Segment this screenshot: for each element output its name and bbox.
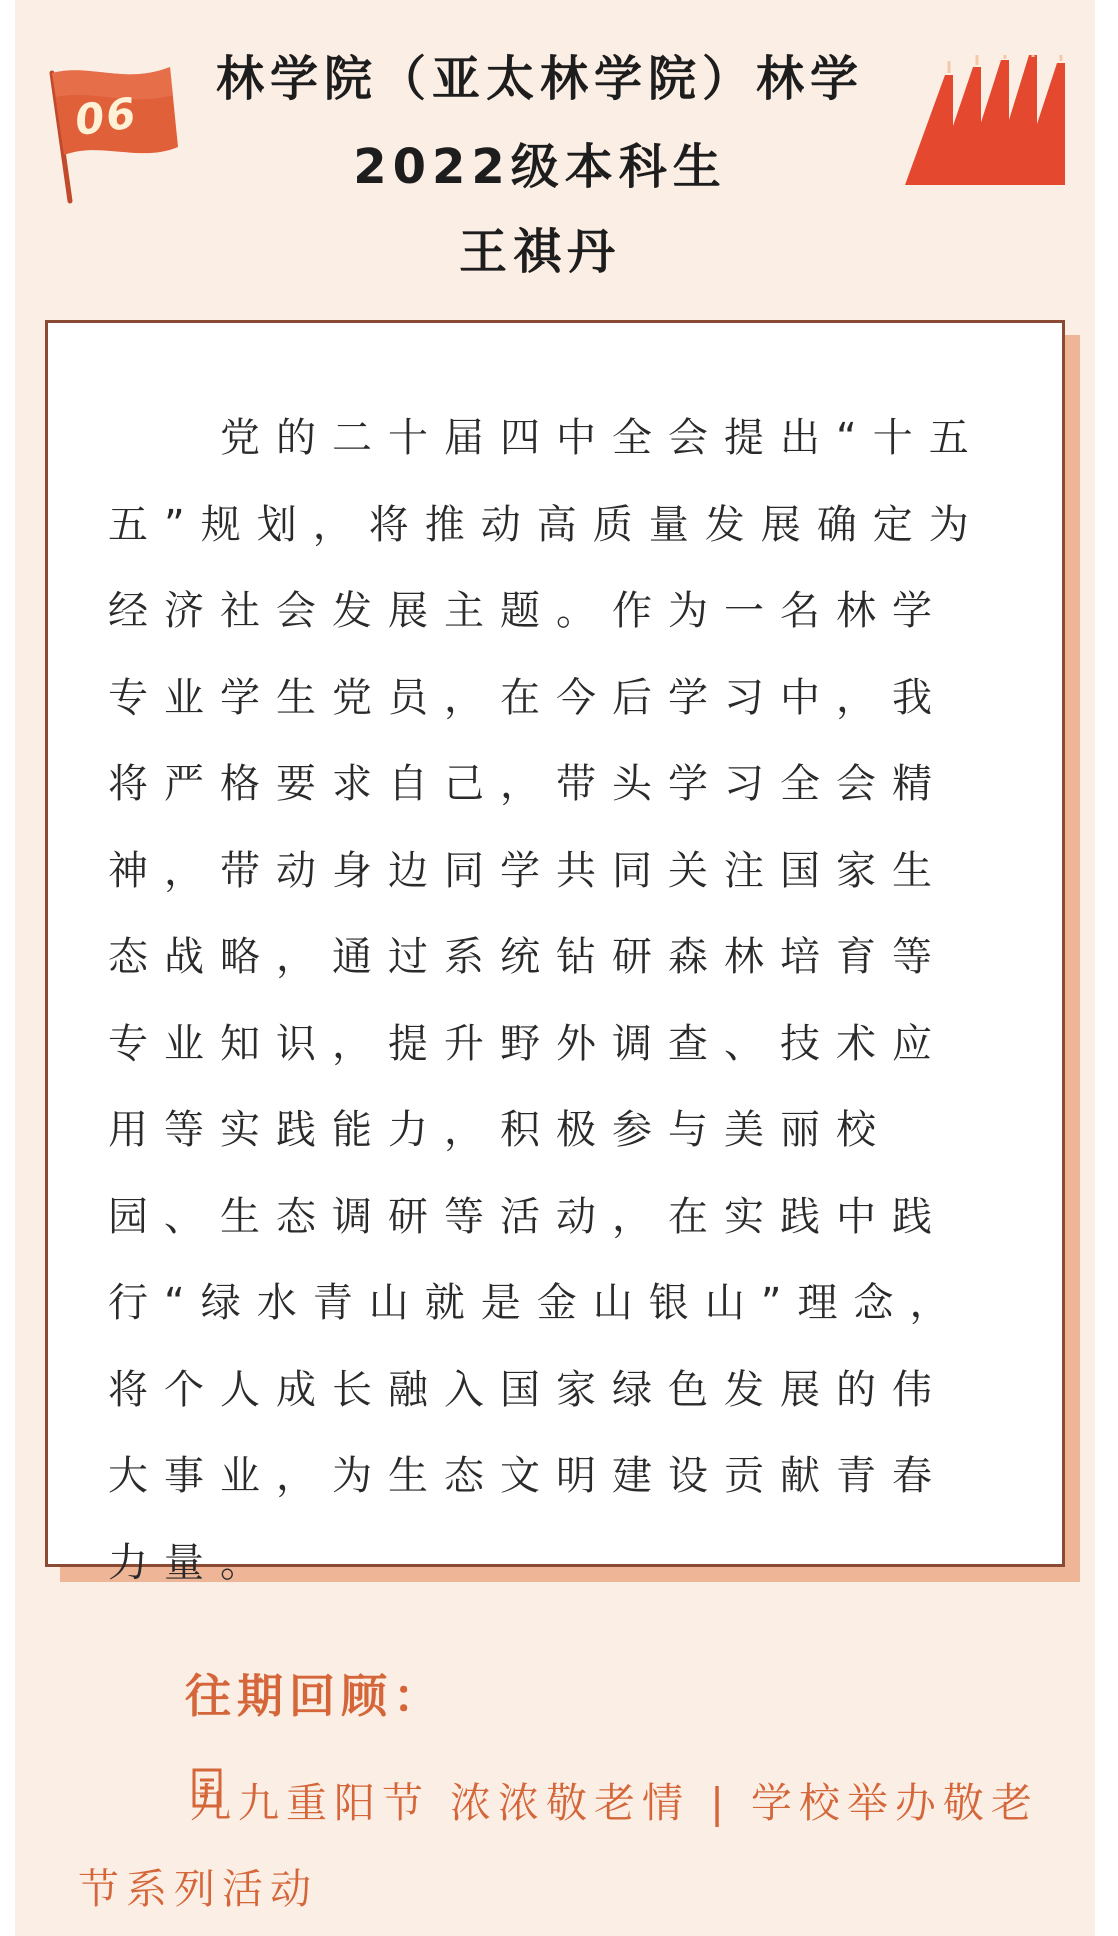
red-flags-icon <box>905 55 1075 190</box>
review-heading: 往期回顾： <box>185 1669 445 1723</box>
title-department: 林学院（亚太林学院）林学 <box>215 51 864 107</box>
title-grade: 2022级本科生 <box>353 139 727 195</box>
statement-card <box>45 320 1065 1586</box>
title-name: 王祺丹 <box>458 224 621 280</box>
statement-text: 党的二十届四中全会提出“十五五”规划，将推动高质量发展确定为经济社会发展主题。作为一名林学专业学生党员，在今后学习中，我将严格要求自己，带头学习全会精神，带动身边同学共同关注国家生态战略，通过系统钻研森林培育等专业知识，提升野外调查、技术应用等实践能力，积极参与美丽校园、生态调研等活动，在实践中践行“绿水青山就是金山银山”理念，将个人成长融入国家绿色发展的伟大事业，为生态文明建设贡献青春力量。 <box>108 415 985 1586</box>
badge-number: 06 <box>71 87 141 146</box>
review-article-link[interactable]: 九九重阳节 浓浓敬老情 | 学校举办敬老节系列活动 <box>78 1779 1039 1913</box>
